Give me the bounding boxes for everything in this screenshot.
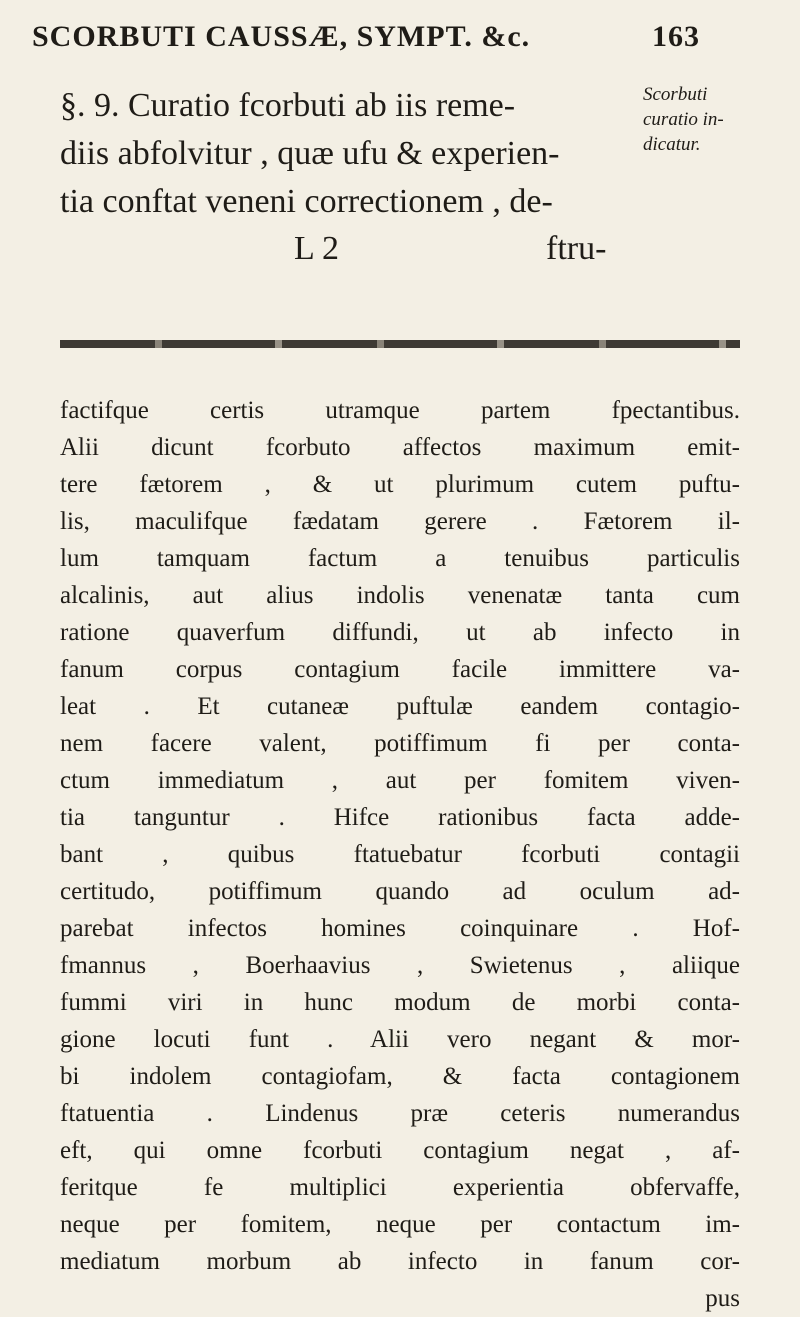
page-number: 163 — [652, 20, 700, 53]
body-line: Alii dicunt fcorbuto affectos maximum emit- — [60, 434, 740, 461]
margin-note-line: Scorbuti — [643, 84, 708, 105]
body-line: fanum corpus contagium facile immittere va- — [60, 656, 740, 683]
body-line: certitudo, potiffimum quando ad oculum ad- — [60, 878, 740, 905]
body-line: nem facere valent, potiffimum fi per conta- — [60, 730, 740, 757]
text-line: §. 9. Curatio fcorbuti ab iis reme- — [60, 87, 516, 124]
body-line: bi indolem contagiofam, & facta contagionem — [60, 1063, 740, 1090]
body-line: fmannus , Boerhaavius , Swietenus , aliique — [60, 952, 740, 979]
page-divider — [60, 340, 740, 348]
body-line: gione locuti funt . Alii vero negant & mor- — [60, 1026, 740, 1053]
body-line: alcalinis, aut alius indolis venenatæ tanta cum — [60, 582, 740, 609]
margin-note-line: dicatur. — [643, 134, 701, 155]
body-line: tia tanguntur . Hifce rationibus facta adde- — [60, 804, 740, 831]
signature-mark: L 2 — [294, 230, 340, 267]
body-text — [60, 392, 740, 1317]
running-title: SCORBUTI CAUSSÆ, SYMPT. &c. — [32, 20, 531, 53]
section-opening — [60, 82, 630, 226]
body-line: ftatuentia . Lindenus præ ceteris numerandus — [60, 1100, 740, 1127]
body-line: tere fætorem , & ut plurimum cutem puftu- — [60, 471, 740, 498]
body-line: bant , quibus ftatuebatur fcorbuti contagii — [60, 841, 740, 868]
body-line: feritque fe multiplici experientia obfervaffe, — [60, 1174, 740, 1201]
body-line: ratione quaverfum diffundi, ut ab infecto in — [60, 619, 740, 646]
margin-note — [643, 82, 793, 157]
body-line: parebat infectos homines coinquinare . Hof- — [60, 915, 740, 942]
body-line: lum tamquam factum a tenuibus particulis — [60, 545, 740, 572]
body-line: neque per fomitem, neque per contactum im- — [60, 1211, 740, 1238]
body-line: pus — [705, 1285, 740, 1312]
text-line: diis abfolvitur , quæ ufu & experien- — [60, 135, 560, 172]
body-line: ctum immediatum , aut per fomitem viven- — [60, 767, 740, 794]
body-line: leat . Et cutaneæ puftulæ eandem contagio- — [60, 693, 740, 720]
margin-note-line: curatio in- — [643, 109, 724, 130]
text-line: tia conftat veneni correctionem , de- — [60, 183, 553, 220]
body-line: mediatum morbum ab infecto in fanum cor- — [60, 1248, 740, 1275]
body-line: lis, maculifque fædatam gerere . Fætorem il- — [60, 508, 740, 535]
running-header — [32, 20, 712, 70]
body-line: factifque certis utramque partem fpectantibus. — [60, 397, 740, 424]
body-line: eft, qui omne fcorbuti contagium negat , af- — [60, 1137, 740, 1164]
catchword: ftru- — [546, 230, 607, 267]
body-line: fummi viri in hunc modum de morbi conta- — [60, 989, 740, 1016]
